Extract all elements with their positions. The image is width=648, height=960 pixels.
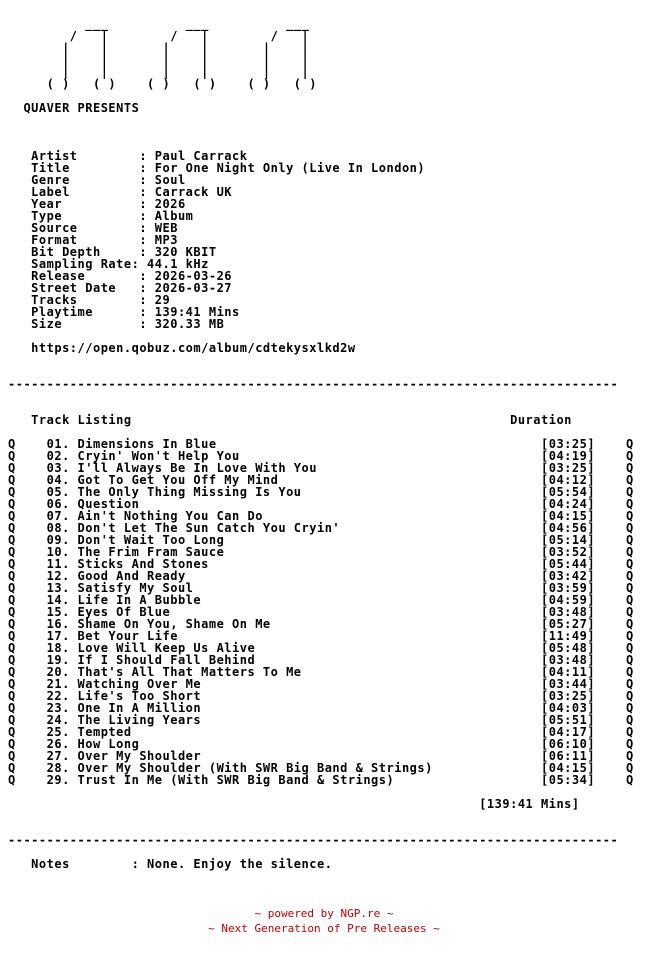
footer-tagline: ~ Next Generation of Pre Releases ~ <box>208 922 440 935</box>
footer-powered-by: ~ powered by NGP.re ~ <box>254 907 394 920</box>
nfo-text: ___ ___ ___ / | / | / | | | | | | | | | | | | | | | | | | | ( ) ( ) ( ) ( ) ( ) ( ) QUAVER PRESENTS Artist : Paul Carrack Title : For One Night Only (Live In London) Genre : Soul Label : Carrack UK Year : 2026 Type : Album Source : WEB Format : MP3 Bit Depth : 320 KBIT Sampling Rate: 44.1 kHz Release : 2026-03-26 Street Date : 2026-03-27 Tracks : 29 Playtime : 139:41 Mins Size : 320.33 MB https://open.qobuz.com/album/cdtekysxlkd2w ------------------------------------------------------------------------------- Track Listing Duration Q 01. Dimensions In Blue [03:25] Q Q 02. Cryin' Won't Help You [04:19] Q Q 03. I'll Always Be In Love With You [03:25] Q Q 04. Got To Get You Off My Mind [04:12] Q Q 05. The Only Thing Missing Is You [05:54] Q Q 06. Question [04:24] Q Q 07. Ain't Nothing You Can Do [04:15] Q Q 08. Don't Let The Sun Catch You Cryin' [04:56] Q Q 09. Don't Wait Too Long [05:14] Q Q 10. The Frim Fram Sauce [03:52] Q Q 11. Sticks And Stones [05:44] Q Q 12. Good And Ready [03:42] Q Q 13. Satisfy My Soul [03:59] Q Q 14. Life In A Bubble [04:59] Q Q 15. Eyes Of Blue [03:48] Q Q 16. Shame On You, Shame On Me [05:27] Q Q 17. Bet Your Life [11:49] Q Q 18. Love Will Keep Us Alive [05:48] Q Q 19. If I Should Fall Behind [03:48] Q Q 20. That's All That Matters To Me [04:11] Q Q 21. Watching Over Me [03:44] Q Q 22. Life's Too Short [03:25] Q Q 23. One In A Million [04:03] Q Q 24. The Living Years [05:51] Q Q 25. Tempted [04:17] Q Q 26. How Long [06:10] Q Q 27. Over My Shoulder [06:11] Q Q 28. Over My Shoulder (With SWR Big Band & Strings) [04:15] Q Q 29. Trust In Me (With SWR Big Band & Strings) [05:34] Q [139:41 Mins] ------------------------------------------------------------------------------- Notes : None. Enjoy the silence. <box>8 17 634 871</box>
footer <box>0 906 648 936</box>
